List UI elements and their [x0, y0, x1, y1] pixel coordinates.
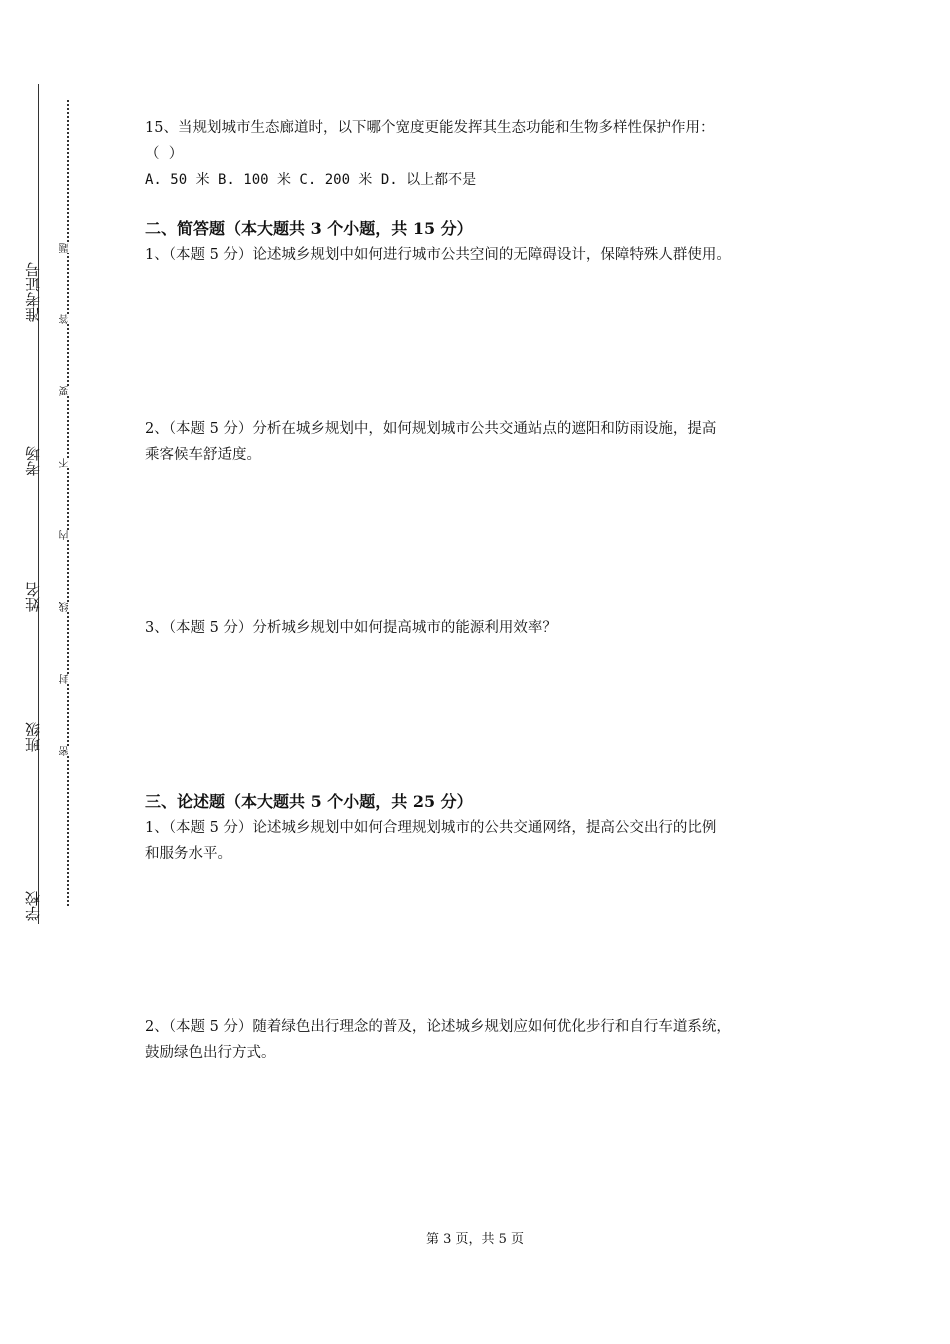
page-footer: 第 3 页，共 5 页: [425, 1232, 525, 1247]
essay-question-1: 1、（本题 5 分）论述城乡规划中如何合理规划城市的公共交通网络，提高公交出行的比例 和服务水平。: [145, 820, 717, 862]
question-15-blank: （ ）: [145, 146, 184, 162]
binding-note: 要: [59, 386, 75, 396]
name-label: 姓名: [24, 582, 42, 612]
short-answer-question-1: 1、（本题 5 分）论述城乡规划中如何进行城市公共空间的无障碍设计，保障特殊人群使用。: [145, 247, 731, 263]
question-15-text: 15、当规划城市生态廊道时，以下哪个宽度更能发挥其生态功能和生物多样性保护作用：: [145, 120, 715, 136]
binding-margin: [0, 0, 100, 1344]
short-answer-question-2: 2、（本题 5 分）分析在城乡规划中，如何规划城市公共交通站点的遮阳和防雨设施，提高 乘客候车舒适度。: [145, 421, 717, 463]
class-label: 班级: [24, 722, 42, 752]
binding-note: 密: [59, 746, 75, 756]
exam-room-label: 考场: [24, 446, 42, 476]
section-2-title: 二、简答题（本大题共 3 个小题，共 15 分）: [145, 219, 473, 238]
section-3-title: 三、论述题（本大题共 5 个小题，共 25 分）: [145, 792, 473, 811]
binding-note: 封: [59, 674, 75, 684]
binding-solid-line: [38, 84, 39, 924]
binding-note: 内: [59, 530, 75, 540]
binding-note: 答: [59, 314, 75, 324]
question-15-options: A. 50 米 B. 100 米 C. 200 米 D. 以上都不是: [145, 172, 477, 188]
school-label: 学校: [24, 891, 42, 921]
essay-question-2: 2、（本题 5 分）随着绿色出行理念的普及，论述城乡规划应如何优化步行和自行车道系统， 鼓励绿色出行方式。: [145, 1019, 731, 1061]
binding-note: 不: [59, 458, 75, 468]
binding-note: 题: [59, 243, 75, 253]
short-answer-question-3: 3、（本题 5 分）分析城乡规划中如何提高城市的能源利用效率？: [145, 620, 557, 636]
binding-note: 线: [59, 602, 75, 612]
binding-dotted-line: [67, 100, 69, 906]
exam-number-label: 准考证号: [24, 262, 42, 322]
